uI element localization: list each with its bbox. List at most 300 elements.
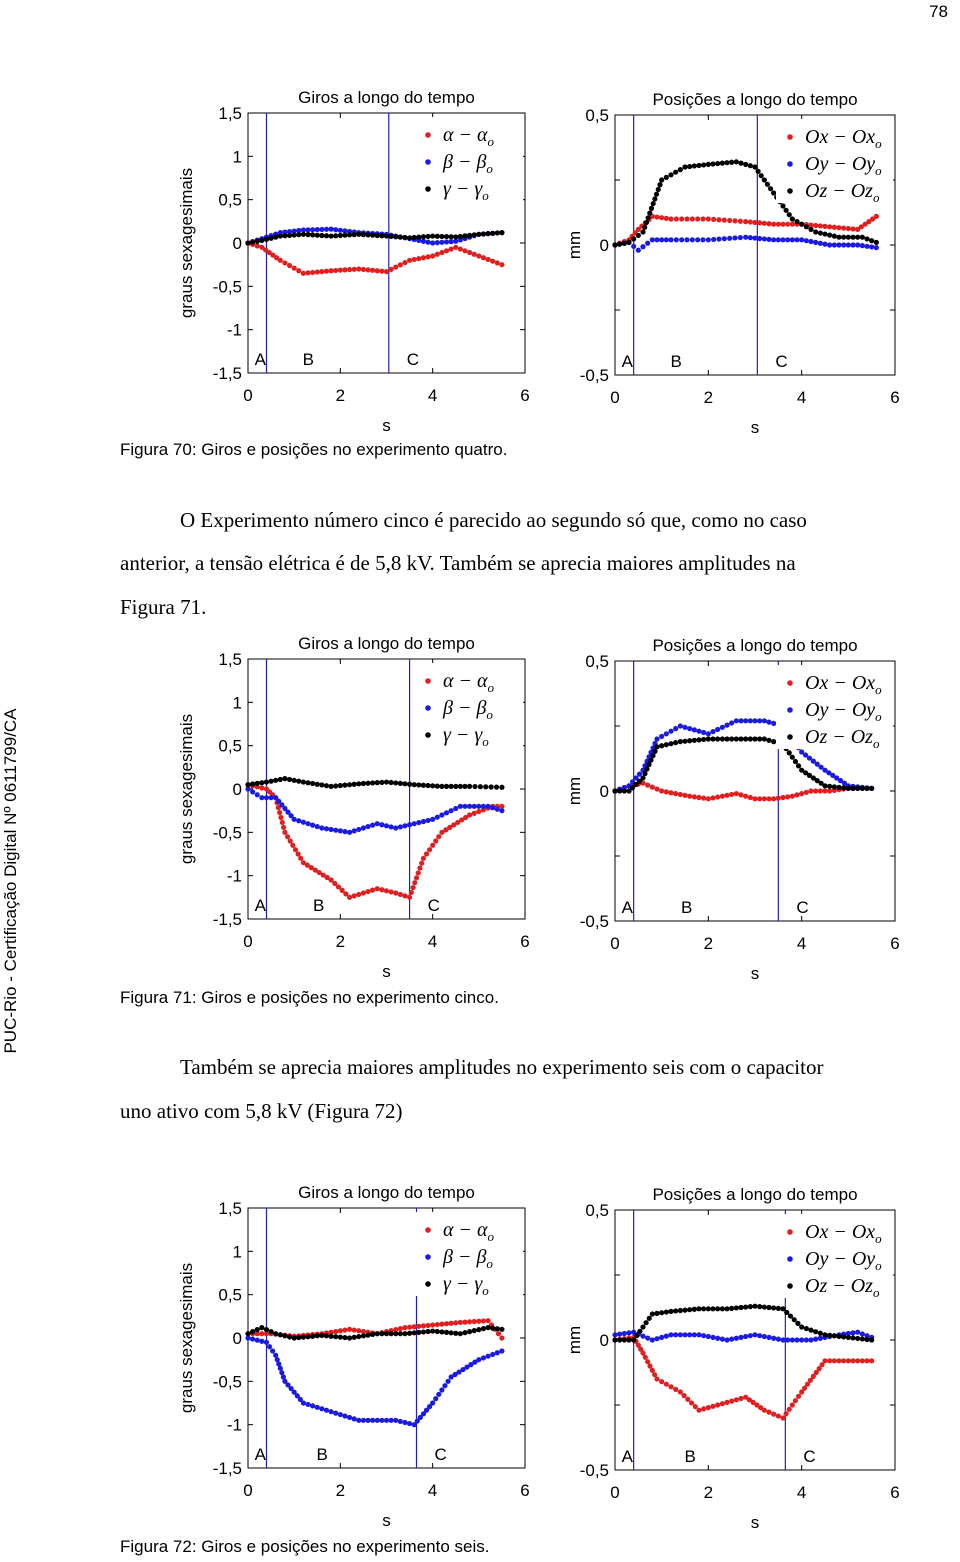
phase-label: B: [316, 1445, 328, 1464]
data-point: [296, 779, 301, 784]
y-tick-label: 0: [599, 782, 609, 801]
y-tick-label: -1,5: [212, 910, 242, 929]
data-point: [278, 777, 283, 782]
phase-label: C: [796, 898, 809, 917]
data-point: [333, 828, 338, 833]
data-point: [813, 1337, 818, 1342]
data-point: [324, 269, 329, 274]
legend-label-main: β − β: [443, 1246, 487, 1268]
data-point: [259, 795, 264, 800]
data-point: [435, 240, 440, 245]
data-point: [659, 215, 664, 220]
data-point: [370, 888, 375, 893]
data-point: [444, 810, 449, 815]
data-point: [416, 256, 421, 261]
y-tick-label: 0,5: [585, 1201, 609, 1220]
data-point: [419, 861, 424, 866]
y-tick-label: 0,5: [218, 190, 242, 210]
data-point: [435, 252, 440, 257]
legend: [776, 665, 893, 751]
data-point: [654, 736, 659, 741]
y-tick-label: 0,5: [585, 652, 609, 671]
data-point: [846, 1358, 851, 1363]
data-point: [612, 1332, 617, 1337]
legend-label-subscript: o: [486, 161, 493, 176]
legend-marker: [425, 1281, 431, 1287]
data-point: [682, 739, 687, 744]
data-point: [485, 231, 490, 236]
data-point: [720, 1337, 725, 1342]
data-point: [766, 720, 771, 725]
data-point: [449, 808, 454, 813]
data-point: [752, 235, 757, 240]
data-point: [762, 1408, 767, 1413]
legend-label-subscript: o: [875, 709, 882, 724]
data-point: [292, 817, 297, 822]
data-point: [310, 232, 315, 237]
phase-label: B: [302, 350, 314, 369]
data-point: [292, 232, 297, 237]
data-point: [822, 231, 827, 236]
data-point: [287, 233, 292, 238]
data-point: [338, 268, 343, 273]
data-point: [472, 1328, 477, 1333]
data-point: [352, 782, 357, 787]
data-point: [668, 1309, 673, 1314]
data-point: [430, 253, 435, 258]
data-point: [435, 784, 440, 789]
data-point: [278, 233, 283, 238]
data-point: [481, 231, 486, 236]
data-point: [715, 727, 720, 732]
data-point: [490, 1352, 495, 1357]
data-point: [724, 160, 729, 165]
data-point: [398, 262, 403, 267]
data-point: [771, 796, 776, 801]
data-point: [268, 779, 273, 784]
data-point: [668, 729, 673, 734]
data-point: [407, 822, 412, 827]
data-point: [678, 739, 683, 744]
data-point: [435, 1322, 440, 1327]
data-point: [664, 237, 669, 242]
data-point: [444, 239, 449, 244]
data-point: [710, 1306, 715, 1311]
data-point: [310, 227, 315, 232]
paragraph-1-line-2: anterior, a tensão elétrica é de 5,8 kV. Também se aprecia maiores amplitudes na: [120, 551, 796, 575]
data-point: [664, 216, 669, 221]
y-tick-label: 0,5: [585, 106, 609, 125]
paragraph-2-line-2: uno ativo com 5,8 kV (Figura 72): [120, 1099, 403, 1123]
series-red: [612, 781, 874, 802]
data-point: [402, 1325, 407, 1330]
data-point: [472, 804, 477, 809]
data-point: [282, 1333, 287, 1338]
legend-label: [805, 126, 882, 151]
data-point: [370, 1418, 375, 1423]
data-point: [333, 783, 338, 788]
data-point: [636, 248, 641, 253]
data-point: [850, 1335, 855, 1340]
data-point: [305, 821, 310, 826]
data-point: [743, 235, 748, 240]
data-point: [430, 817, 435, 822]
chart-fig72-giros: [170, 1175, 550, 1530]
legend-label-main: β − β: [443, 697, 487, 719]
data-point: [696, 1306, 701, 1311]
data-point: [425, 1323, 430, 1328]
data-point: [444, 784, 449, 789]
data-point: [738, 1396, 743, 1401]
data-point: [315, 233, 320, 238]
data-point: [734, 791, 739, 796]
data-point: [622, 788, 627, 793]
data-point: [668, 790, 673, 795]
data-point: [832, 1358, 837, 1363]
data-point: [375, 1331, 380, 1336]
data-point: [389, 234, 394, 239]
data-point: [617, 788, 622, 793]
data-point: [301, 779, 306, 784]
data-point: [338, 233, 343, 238]
data-point: [738, 1305, 743, 1310]
data-point: [296, 1335, 301, 1340]
data-point: [748, 1333, 753, 1338]
legend-label-main: Ox − Ox: [805, 672, 876, 694]
data-point: [860, 1336, 865, 1341]
data-point: [678, 723, 683, 728]
data-point: [808, 1337, 813, 1342]
data-point: [485, 1354, 490, 1359]
data-point: [467, 784, 472, 789]
data-point: [282, 233, 287, 238]
data-point: [268, 795, 273, 800]
data-point: [398, 892, 403, 897]
data-point: [832, 234, 837, 239]
data-point: [458, 784, 463, 789]
data-point: [361, 1333, 366, 1338]
data-point: [384, 779, 389, 784]
data-point: [687, 164, 692, 169]
data-point: [757, 220, 762, 225]
data-point: [827, 1333, 832, 1338]
series-blue: [245, 1335, 504, 1427]
data-point: [657, 182, 662, 187]
y-tick-label: -1: [226, 1415, 242, 1435]
legend-marker: [787, 1256, 793, 1262]
data-point: [384, 269, 389, 274]
data-point: [668, 1332, 673, 1337]
data-point: [771, 739, 776, 744]
data-point: [692, 794, 697, 799]
data-point: [860, 235, 865, 240]
data-point: [701, 1406, 706, 1411]
data-point: [668, 216, 673, 221]
data-point: [668, 741, 673, 746]
data-point: [678, 1389, 683, 1394]
data-point: [696, 1332, 701, 1337]
data-point: [481, 804, 486, 809]
data-point: [664, 1382, 669, 1387]
data-point: [659, 1310, 664, 1315]
legend-label: [805, 672, 882, 697]
data-point: [762, 236, 767, 241]
y-tick-label: 0: [232, 780, 242, 799]
data-point: [384, 888, 389, 893]
data-point: [766, 221, 771, 226]
data-point: [324, 1333, 329, 1338]
data-point: [305, 1334, 310, 1339]
data-point: [637, 772, 642, 777]
caption-fig70: Figura 70: Giros e posições no experimento quatro.: [120, 440, 508, 459]
data-point: [796, 1394, 801, 1399]
data-point: [467, 250, 472, 255]
data-point: [640, 229, 645, 234]
data-point: [250, 240, 255, 245]
data-point: [285, 834, 290, 839]
legend-label-subscript: o: [875, 1231, 882, 1246]
data-point: [444, 1321, 449, 1326]
data-point: [315, 1333, 320, 1338]
data-point: [720, 725, 725, 730]
phase-label: C: [427, 896, 440, 915]
data-point: [813, 223, 818, 228]
data-point: [724, 723, 729, 728]
data-point: [472, 252, 477, 257]
data-point: [439, 234, 444, 239]
data-point: [347, 1335, 352, 1340]
data-point: [771, 1305, 776, 1310]
data-point: [724, 1337, 729, 1342]
data-point: [255, 1338, 260, 1343]
data-point: [674, 237, 679, 242]
data-point: [813, 229, 818, 234]
data-point: [771, 190, 776, 195]
data-point: [476, 1357, 481, 1362]
data-point: [617, 1332, 622, 1337]
data-point: [384, 1331, 389, 1336]
data-point: [430, 783, 435, 788]
data-point: [673, 1308, 678, 1313]
data-point: [818, 788, 823, 793]
data-point: [485, 257, 490, 262]
data-point: [375, 780, 380, 785]
data-point: [650, 753, 655, 758]
data-point: [799, 1324, 804, 1329]
data-point: [759, 173, 764, 178]
data-point: [379, 1418, 384, 1423]
data-point: [393, 780, 398, 785]
x-tick-label: 4: [427, 386, 438, 405]
data-point: [250, 1329, 255, 1334]
data-point: [462, 1330, 467, 1335]
y-tick-label: 1,5: [218, 650, 242, 669]
y-axis-label: mm: [565, 1325, 584, 1355]
data-point: [652, 749, 657, 754]
data-point: [790, 1337, 795, 1342]
data-point: [427, 847, 432, 852]
data-point: [333, 227, 338, 232]
data-point: [724, 793, 729, 798]
x-tick-label: 2: [335, 932, 346, 951]
x-tick-label: 2: [703, 1483, 714, 1502]
data-point: [711, 237, 716, 242]
data-point: [612, 788, 617, 793]
data-point: [766, 1305, 771, 1310]
data-point: [654, 192, 659, 197]
data-point: [398, 1326, 403, 1331]
data-point: [711, 217, 716, 222]
data-point: [682, 793, 687, 798]
data-point: [421, 1329, 426, 1334]
data-point: [794, 237, 799, 242]
data-point: [481, 1318, 486, 1323]
data-point: [631, 244, 636, 249]
data-point: [874, 245, 879, 250]
data-point: [356, 1418, 361, 1423]
y-axis-label: graus sexagesimais: [177, 713, 196, 865]
legend: [776, 119, 893, 205]
data-point: [421, 819, 426, 824]
x-tick-label: 2: [335, 1481, 346, 1500]
data-point: [278, 815, 283, 820]
data-point: [626, 1330, 631, 1335]
data-point: [836, 235, 841, 240]
data-point: [278, 1332, 283, 1337]
data-point: [850, 1330, 855, 1335]
data-point: [724, 736, 729, 741]
data-point: [793, 759, 798, 764]
data-point: [679, 216, 684, 221]
data-point: [458, 246, 463, 251]
data-point: [305, 227, 310, 232]
y-tick-label: -1: [226, 320, 242, 340]
data-point: [832, 225, 837, 230]
data-point: [453, 1320, 458, 1325]
data-point: [715, 161, 720, 166]
data-point: [776, 1413, 781, 1418]
x-tick-label: 6: [520, 386, 530, 405]
data-point: [738, 736, 743, 741]
data-point: [333, 1411, 338, 1416]
data-point: [654, 1311, 659, 1316]
data-point: [416, 820, 421, 825]
data-point: [453, 806, 458, 811]
data-point: [673, 740, 678, 745]
data-point: [664, 731, 669, 736]
data-point: [476, 804, 481, 809]
x-tick-label: 2: [335, 386, 346, 405]
data-point: [476, 232, 481, 237]
data-point: [472, 232, 477, 237]
series-red: [245, 782, 504, 900]
y-axis-label: graus sexagesimais: [177, 1262, 196, 1414]
data-point: [352, 232, 357, 237]
phase-label: A: [621, 352, 634, 371]
data-point: [342, 783, 347, 788]
data-point: [827, 784, 832, 789]
legend-label-main: Ox − Ox: [805, 126, 876, 148]
data-point: [724, 1400, 729, 1405]
data-point: [706, 1405, 711, 1410]
data-point: [722, 236, 727, 241]
data-point: [407, 1325, 412, 1330]
data-point: [860, 786, 865, 791]
data-point: [652, 196, 657, 201]
data-point: [333, 233, 338, 238]
data-point: [421, 234, 426, 239]
data-point: [869, 244, 874, 249]
data-point: [818, 230, 823, 235]
data-point: [324, 826, 329, 831]
data-point: [804, 790, 809, 795]
data-point: [626, 240, 631, 245]
data-point: [430, 843, 435, 848]
data-point: [855, 786, 860, 791]
data-point: [384, 1418, 389, 1423]
data-point: [813, 788, 818, 793]
data-point: [342, 1413, 347, 1418]
data-point: [780, 1337, 785, 1342]
data-point: [296, 818, 301, 823]
x-tick-label: 4: [427, 1481, 438, 1500]
legend-label-main: γ − γ: [443, 724, 483, 746]
data-point: [710, 736, 715, 741]
data-point: [417, 865, 422, 870]
data-point: [495, 260, 500, 265]
phase-label: A: [621, 898, 634, 917]
legend-label-main: Oy − Oy: [805, 699, 876, 721]
data-point: [846, 235, 851, 240]
data-point: [640, 1324, 645, 1329]
data-point: [435, 234, 440, 239]
data-point: [706, 237, 711, 242]
data-point: [421, 255, 426, 260]
data-point: [273, 778, 278, 783]
data-point: [841, 235, 846, 240]
chart-fig71-posicoes: [555, 626, 935, 983]
data-point: [407, 1331, 412, 1336]
data-point: [768, 186, 773, 191]
data-point: [412, 1330, 417, 1335]
data-point: [462, 248, 467, 253]
data-point: [356, 827, 361, 832]
data-point: [738, 792, 743, 797]
data-point: [790, 1402, 795, 1407]
data-point: [495, 1326, 500, 1331]
data-point: [277, 810, 282, 815]
data-point: [762, 221, 767, 226]
data-point: [738, 235, 743, 240]
data-point: [384, 233, 389, 238]
data-point: [640, 244, 645, 249]
data-point: [365, 889, 370, 894]
legend-label-subscript: o: [482, 1283, 489, 1298]
data-point: [245, 240, 250, 245]
phase-label: C: [406, 350, 420, 369]
data-point: [678, 1332, 683, 1337]
data-point: [659, 743, 664, 748]
legend-label-subscript: o: [486, 1256, 493, 1271]
data-point: [799, 237, 804, 242]
phase-label: B: [681, 898, 693, 917]
data-point: [701, 730, 706, 735]
data-point: [785, 222, 790, 227]
chart-title: Posições a longo do tempo: [652, 90, 858, 109]
data-point: [634, 1333, 639, 1338]
data-point: [389, 1331, 394, 1336]
data-point: [776, 1337, 781, 1342]
